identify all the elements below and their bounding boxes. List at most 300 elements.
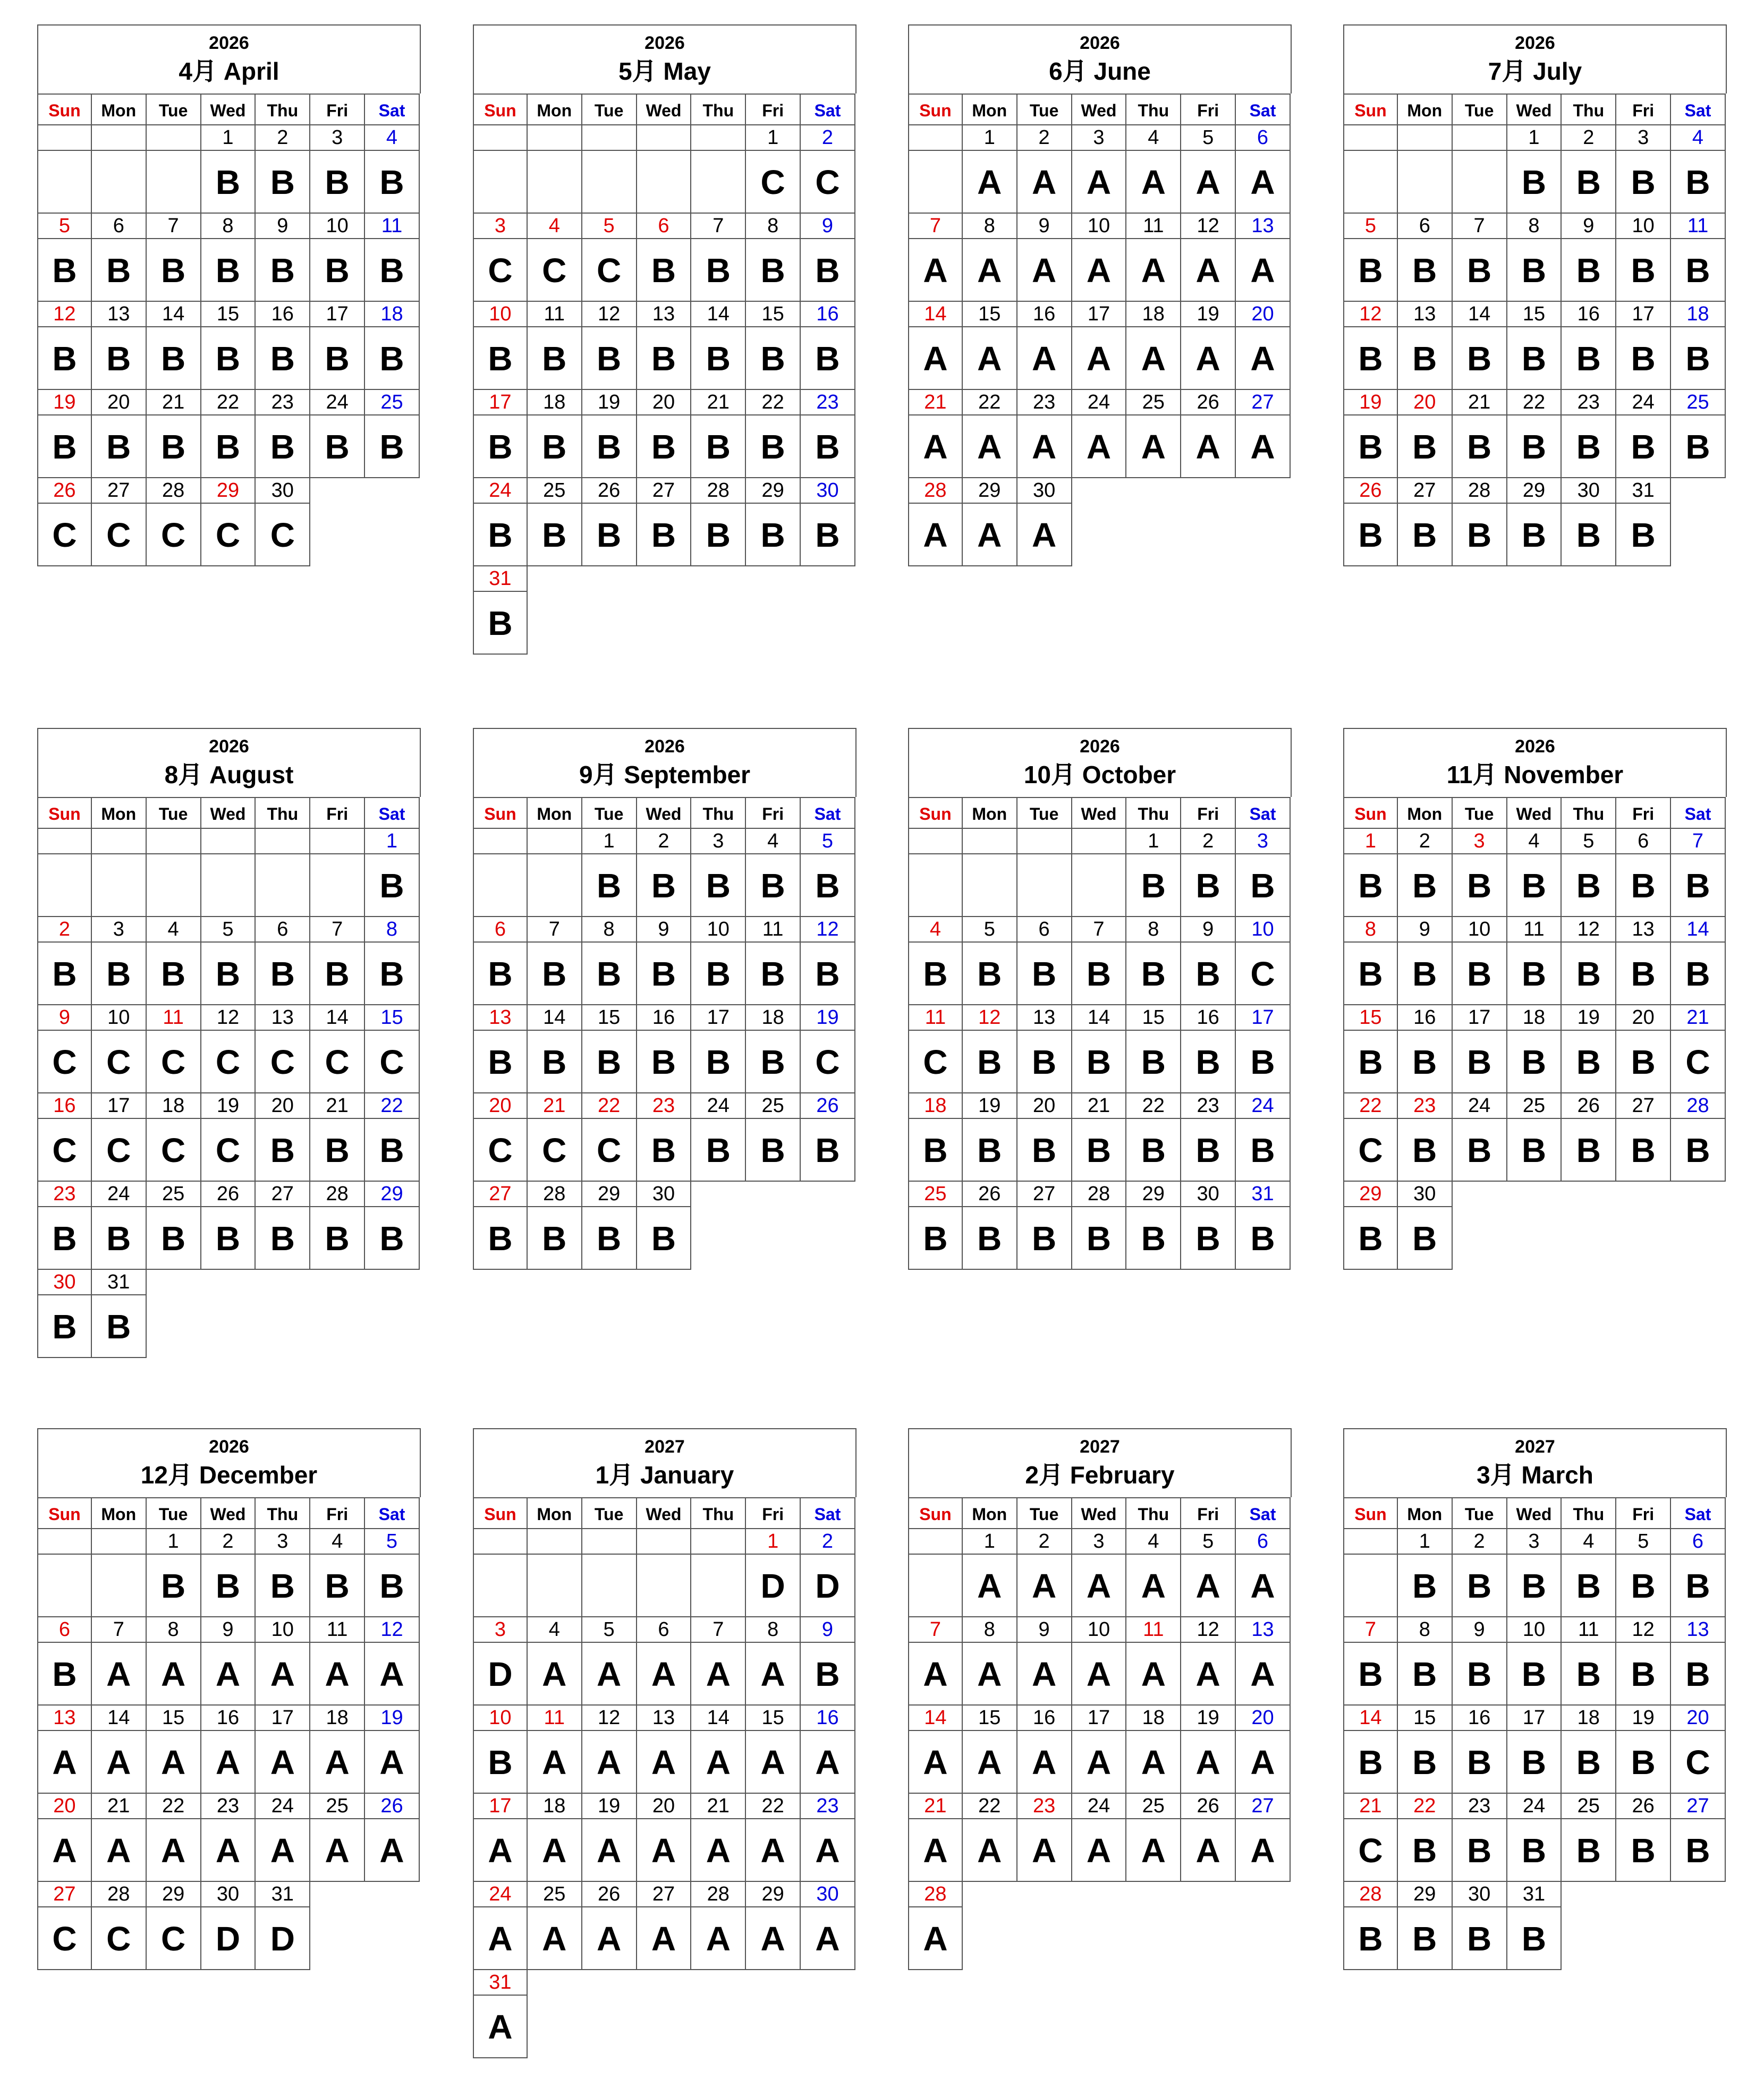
- date-code: A: [1072, 415, 1127, 478]
- date-number: 9: [37, 1005, 92, 1031]
- date-number: 27: [1236, 390, 1291, 415]
- date-code: B: [1671, 943, 1726, 1005]
- date-code-empty: [1562, 1907, 1616, 1970]
- date-code-empty: [528, 151, 582, 214]
- date-code: A: [1181, 327, 1236, 390]
- date-code: A: [908, 327, 963, 390]
- date-code: A: [37, 1731, 92, 1794]
- date-code: B: [92, 943, 147, 1005]
- date-number: 24: [1616, 390, 1671, 415]
- date-code-row: [1343, 504, 1726, 566]
- date-code-empty: [310, 504, 365, 566]
- date-number: 11: [1671, 214, 1726, 239]
- date-number: 31: [92, 1270, 147, 1295]
- date-code: A: [691, 1731, 746, 1794]
- date-code: A: [1072, 1643, 1127, 1706]
- date-number-row: [1343, 1182, 1726, 1207]
- date-code: A: [1072, 1555, 1127, 1617]
- date-code: A: [1017, 327, 1072, 390]
- weekday-label: Mon: [1398, 797, 1453, 829]
- date-code-empty: [908, 854, 963, 917]
- year-label: 2026: [209, 736, 249, 757]
- date-number: 26: [37, 478, 92, 504]
- date-code: A: [310, 1731, 365, 1794]
- date-number: 8: [365, 917, 420, 943]
- weekday-label: Thu: [1126, 797, 1181, 829]
- date-code: B: [528, 504, 582, 566]
- date-code: B: [801, 1643, 855, 1706]
- date-code: A: [746, 1907, 801, 1970]
- date-number: 23: [201, 1794, 256, 1819]
- date-number: 14: [1453, 302, 1507, 327]
- date-number: 25: [1507, 1093, 1562, 1119]
- date-code: B: [310, 943, 365, 1005]
- year-label: 2026: [644, 33, 685, 53]
- date-number: 30: [1562, 478, 1616, 504]
- date-number-empty: [908, 125, 963, 151]
- date-code: B: [92, 1207, 147, 1270]
- weekday-label: Mon: [92, 797, 147, 829]
- date-code: B: [637, 327, 692, 390]
- date-code-row: [908, 151, 1291, 214]
- weekday-label: Sat: [1671, 1497, 1726, 1529]
- date-number-row: [37, 302, 420, 327]
- date-code: B: [801, 327, 855, 390]
- date-number: 4: [310, 1529, 365, 1555]
- date-code: B: [1398, 1643, 1453, 1706]
- date-number: 24: [1507, 1794, 1562, 1819]
- date-number-empty: [1671, 1882, 1726, 1907]
- date-code-row: [473, 504, 855, 566]
- date-number: 13: [1671, 1617, 1726, 1643]
- date-code: B: [310, 1207, 365, 1270]
- date-code: B: [473, 1731, 528, 1794]
- date-code: C: [201, 1031, 256, 1093]
- date-code: B: [691, 327, 746, 390]
- weekday-label: Fri: [310, 94, 365, 125]
- date-code-row: [473, 1207, 855, 1270]
- date-number: 11: [310, 1617, 365, 1643]
- date-number: 12: [1343, 302, 1398, 327]
- date-code-empty: [963, 854, 1017, 917]
- weekday-header-row: [1343, 94, 1726, 125]
- date-number: 22: [1507, 390, 1562, 415]
- date-number: 30: [1398, 1182, 1453, 1207]
- date-code-row: [37, 1119, 420, 1182]
- date-number: 11: [1562, 1617, 1616, 1643]
- date-number: 6: [1236, 1529, 1291, 1555]
- date-number-empty: [528, 125, 582, 151]
- date-number: 5: [201, 917, 256, 943]
- date-code: B: [1343, 854, 1398, 917]
- date-number-row: [908, 1706, 1291, 1731]
- year-label: 2026: [1080, 736, 1120, 757]
- date-number: 26: [1181, 390, 1236, 415]
- date-number: 6: [1398, 214, 1453, 239]
- date-code: B: [37, 1295, 92, 1358]
- date-code: B: [1126, 1207, 1181, 1270]
- month-calendar: [1343, 728, 1726, 1270]
- year-label: 2026: [644, 736, 685, 757]
- date-code: A: [637, 1907, 692, 1970]
- date-number: 11: [365, 214, 420, 239]
- date-number: 14: [691, 1706, 746, 1731]
- date-code: B: [1398, 415, 1453, 478]
- date-number: 3: [256, 1529, 310, 1555]
- date-code: B: [963, 1207, 1017, 1270]
- month-header: [1343, 24, 1727, 94]
- year-label: 2027: [644, 1437, 685, 1457]
- date-code: B: [147, 415, 201, 478]
- date-code: A: [582, 1731, 637, 1794]
- date-number: 22: [147, 1794, 201, 1819]
- date-number: 31: [473, 1970, 528, 1996]
- date-code-empty: [1453, 151, 1507, 214]
- date-number: 18: [1507, 1005, 1562, 1031]
- date-code: A: [1236, 1643, 1291, 1706]
- date-number: 2: [1453, 1529, 1507, 1555]
- date-number: 3: [1453, 829, 1507, 854]
- date-number: 9: [1017, 1617, 1072, 1643]
- date-code: B: [1343, 1643, 1398, 1706]
- month-title: 2月 February: [1025, 1461, 1175, 1489]
- date-code: A: [1236, 1819, 1291, 1882]
- date-code: A: [801, 1731, 855, 1794]
- date-number: 24: [1072, 1794, 1127, 1819]
- date-code-empty: [1671, 1907, 1726, 1970]
- date-number: 27: [256, 1182, 310, 1207]
- date-number: 13: [256, 1005, 310, 1031]
- date-code: B: [1562, 1731, 1616, 1794]
- date-code-row: [1343, 1643, 1726, 1706]
- weekday-label: Wed: [1072, 94, 1127, 125]
- date-code: B: [92, 415, 147, 478]
- date-number-row: [1343, 1706, 1726, 1731]
- date-code: A: [365, 1731, 420, 1794]
- date-code-empty: [637, 151, 692, 214]
- date-number: 12: [582, 1706, 637, 1731]
- date-number: 31: [1236, 1182, 1291, 1207]
- weekday-label: Sat: [1671, 797, 1726, 829]
- date-code-empty: [310, 1295, 365, 1358]
- date-number: 17: [256, 1706, 310, 1731]
- date-code: C: [801, 1031, 855, 1093]
- date-number: 25: [1126, 1794, 1181, 1819]
- weekday-label: Fri: [310, 797, 365, 829]
- date-code: B: [1343, 504, 1398, 566]
- date-code-row: [37, 239, 420, 302]
- date-number: 22: [582, 1093, 637, 1119]
- date-code-row: [473, 943, 855, 1005]
- date-code: A: [1126, 1819, 1181, 1882]
- weekday-label: Tue: [582, 1497, 637, 1529]
- date-code: B: [1126, 854, 1181, 917]
- date-number: 20: [1236, 302, 1291, 327]
- date-code: B: [637, 1031, 692, 1093]
- date-code-row: [37, 1295, 420, 1358]
- date-number-row: [37, 829, 420, 854]
- date-number: 2: [1181, 829, 1236, 854]
- date-code: B: [201, 327, 256, 390]
- date-code: B: [1671, 854, 1726, 917]
- date-number-empty: [1072, 829, 1127, 854]
- date-code: B: [37, 327, 92, 390]
- date-number-empty: [256, 1270, 310, 1295]
- date-number: 18: [147, 1093, 201, 1119]
- date-number: 30: [201, 1882, 256, 1907]
- date-number: 9: [201, 1617, 256, 1643]
- date-number-empty: [1616, 1182, 1671, 1207]
- weekday-label: Sat: [365, 1497, 420, 1529]
- date-code-row: [37, 1643, 420, 1706]
- date-number: 17: [1453, 1005, 1507, 1031]
- weekday-label: Tue: [1453, 1497, 1507, 1529]
- date-number: 10: [1453, 917, 1507, 943]
- month-calendar: [473, 728, 855, 1270]
- date-number-row: [908, 214, 1291, 239]
- date-number: 17: [1072, 302, 1127, 327]
- date-code: A: [92, 1819, 147, 1882]
- date-number: 1: [746, 1529, 801, 1555]
- date-number: 17: [473, 390, 528, 415]
- weekday-label: Thu: [1562, 1497, 1616, 1529]
- date-number: 3: [310, 125, 365, 151]
- weekday-header-row: [37, 797, 420, 829]
- date-code: B: [1507, 1907, 1562, 1970]
- date-code: C: [92, 504, 147, 566]
- date-code-empty: [1562, 1207, 1616, 1270]
- date-number-row: [473, 1529, 855, 1555]
- date-code-row: [908, 1643, 1291, 1706]
- date-number: 8: [201, 214, 256, 239]
- date-code-row: [473, 1731, 855, 1794]
- weekday-label: Tue: [1017, 1497, 1072, 1529]
- date-number: 16: [801, 302, 855, 327]
- weekday-label: Tue: [147, 1497, 201, 1529]
- date-code: B: [1562, 1819, 1616, 1882]
- date-code: A: [908, 1643, 963, 1706]
- date-code: A: [963, 151, 1017, 214]
- date-number-empty: [147, 1270, 201, 1295]
- date-code: D: [256, 1907, 310, 1970]
- date-code-empty: [1236, 1907, 1291, 1970]
- date-number: 18: [528, 1794, 582, 1819]
- date-number: 27: [637, 1882, 692, 1907]
- date-code: A: [256, 1731, 310, 1794]
- date-code: B: [801, 854, 855, 917]
- date-number: 30: [1181, 1182, 1236, 1207]
- date-code-row: [37, 504, 420, 566]
- date-number: 21: [310, 1093, 365, 1119]
- date-code-empty: [528, 1555, 582, 1617]
- date-number: 27: [1017, 1182, 1072, 1207]
- date-number-row: [473, 566, 855, 592]
- date-code: B: [147, 1207, 201, 1270]
- date-number: 19: [1181, 302, 1236, 327]
- date-number: 15: [582, 1005, 637, 1031]
- date-number: 10: [1072, 214, 1127, 239]
- date-code-row: [908, 239, 1291, 302]
- date-number: 22: [963, 1794, 1017, 1819]
- date-number: 25: [528, 478, 582, 504]
- date-number-row: [473, 1182, 855, 1207]
- date-number-row: [473, 214, 855, 239]
- date-code-empty: [801, 592, 855, 655]
- date-code-row: [1343, 151, 1726, 214]
- date-code: B: [691, 239, 746, 302]
- date-code: B: [1398, 327, 1453, 390]
- weekday-header-row: [37, 1497, 420, 1529]
- year-label: 2026: [209, 1437, 249, 1457]
- date-number-empty: [1181, 1882, 1236, 1907]
- month-header: [908, 24, 1292, 94]
- date-code: C: [473, 1119, 528, 1182]
- date-code-row: [37, 415, 420, 478]
- date-number: 17: [92, 1093, 147, 1119]
- date-number-row: [1343, 302, 1726, 327]
- date-code: B: [147, 327, 201, 390]
- date-number: 14: [1343, 1706, 1398, 1731]
- date-code: B: [201, 415, 256, 478]
- weekday-header-row: [1343, 797, 1726, 829]
- date-code-empty: [582, 592, 637, 655]
- date-code: A: [1181, 1555, 1236, 1617]
- date-number-row: [908, 917, 1291, 943]
- date-number: 19: [201, 1093, 256, 1119]
- date-number: 27: [473, 1182, 528, 1207]
- date-code-empty: [1126, 1907, 1181, 1970]
- date-number: 2: [1017, 125, 1072, 151]
- date-code: A: [1072, 151, 1127, 214]
- weekday-label: Tue: [1017, 94, 1072, 125]
- date-code-row: [908, 943, 1291, 1005]
- date-number: 12: [37, 302, 92, 327]
- date-code-empty: [637, 592, 692, 655]
- date-number-empty: [1453, 125, 1507, 151]
- date-number-empty: [1072, 478, 1127, 504]
- date-code: B: [1507, 1119, 1562, 1182]
- date-code: B: [1236, 1207, 1291, 1270]
- date-number-row: [1343, 214, 1726, 239]
- date-number-empty: [147, 125, 201, 151]
- date-number-empty: [92, 829, 147, 854]
- date-number-empty: [1181, 478, 1236, 504]
- date-number: 26: [1616, 1794, 1671, 1819]
- date-number: 12: [801, 917, 855, 943]
- weekday-header-row: [37, 94, 420, 125]
- date-code: B: [1671, 415, 1726, 478]
- date-code: B: [1507, 1731, 1562, 1794]
- date-number: 7: [1671, 829, 1726, 854]
- date-code: A: [1181, 1731, 1236, 1794]
- date-code-empty: [1126, 504, 1181, 566]
- date-number-empty: [801, 1970, 855, 1996]
- date-code: B: [1398, 1907, 1453, 1970]
- date-number-row: [1343, 917, 1726, 943]
- date-number: 6: [637, 1617, 692, 1643]
- date-number-empty: [1017, 1882, 1072, 1907]
- date-number: 11: [1126, 1617, 1181, 1643]
- date-code: B: [1507, 854, 1562, 917]
- date-code-empty: [365, 1295, 420, 1358]
- date-number: 29: [201, 478, 256, 504]
- date-number-row: [1343, 1882, 1726, 1907]
- date-number: 13: [37, 1706, 92, 1731]
- date-code: B: [1017, 1207, 1072, 1270]
- date-number: 2: [801, 1529, 855, 1555]
- date-number-empty: [963, 1882, 1017, 1907]
- date-number: 19: [963, 1093, 1017, 1119]
- date-number: 1: [201, 125, 256, 151]
- month-title: 1月 January: [595, 1461, 734, 1489]
- date-code-empty: [528, 854, 582, 917]
- date-code: B: [691, 943, 746, 1005]
- weekday-label: Thu: [691, 1497, 746, 1529]
- month-header: [37, 1428, 421, 1497]
- date-code: B: [1671, 1819, 1726, 1882]
- date-code: B: [92, 1295, 147, 1358]
- date-code-empty: [201, 1295, 256, 1358]
- date-number-empty: [746, 1182, 801, 1207]
- date-number-row: [908, 1794, 1291, 1819]
- date-number-row: [37, 1005, 420, 1031]
- date-number-empty: [147, 829, 201, 854]
- date-number: 20: [1398, 390, 1453, 415]
- date-number: 7: [1343, 1617, 1398, 1643]
- date-code: A: [637, 1819, 692, 1882]
- weekday-label: Sun: [473, 1497, 528, 1529]
- date-number: 1: [1398, 1529, 1453, 1555]
- weekday-label: Fri: [746, 1497, 801, 1529]
- date-code-row: [473, 1996, 855, 2058]
- date-number: 23: [801, 390, 855, 415]
- date-number: 21: [92, 1794, 147, 1819]
- date-code: B: [1507, 1643, 1562, 1706]
- date-number: 4: [908, 917, 963, 943]
- date-code: A: [746, 1819, 801, 1882]
- date-code: A: [691, 1819, 746, 1882]
- weekday-label: Sun: [473, 797, 528, 829]
- date-number: 8: [963, 1617, 1017, 1643]
- date-number-empty: [528, 829, 582, 854]
- date-code: B: [365, 854, 420, 917]
- date-code: B: [528, 327, 582, 390]
- date-code-empty: [691, 1207, 746, 1270]
- date-code: A: [691, 1907, 746, 1970]
- date-number: 16: [201, 1706, 256, 1731]
- date-number: 17: [1616, 302, 1671, 327]
- date-code: C: [37, 1119, 92, 1182]
- date-code-empty: [310, 854, 365, 917]
- date-code: B: [963, 1031, 1017, 1093]
- date-number: 15: [1343, 1005, 1398, 1031]
- date-code: C: [256, 504, 310, 566]
- date-code: A: [256, 1819, 310, 1882]
- date-code: A: [1236, 327, 1291, 390]
- date-number: 7: [528, 917, 582, 943]
- date-code-empty: [908, 1555, 963, 1617]
- date-code: B: [746, 943, 801, 1005]
- date-number-empty: [801, 1182, 855, 1207]
- month-header: [37, 728, 421, 797]
- date-number: 9: [1562, 214, 1616, 239]
- date-number: 12: [963, 1005, 1017, 1031]
- date-number: 1: [963, 125, 1017, 151]
- date-number: 18: [310, 1706, 365, 1731]
- date-code-row: [1343, 1119, 1726, 1182]
- date-code: B: [1453, 1031, 1507, 1093]
- date-code: C: [92, 1031, 147, 1093]
